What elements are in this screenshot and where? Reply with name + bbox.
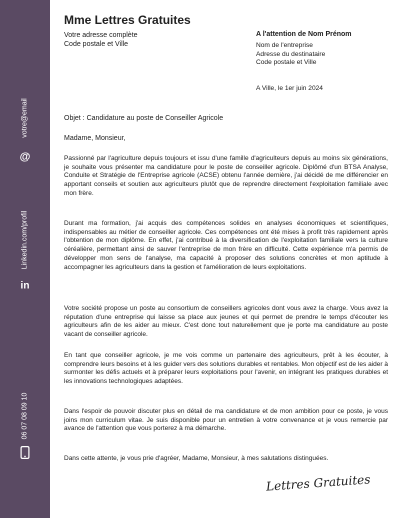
letter-date: A Ville, le 1er juin 2024	[256, 85, 323, 92]
paragraph-3: Votre société propose un poste au consortium de conseillers agricoles dont vous avez la charge. Vous avez la réputation d'une entreprise qui laisse sa place aux jeunes et qui permet de prendre le temps d'écouter les agriculteurs afin de les aider au mieux. C'est donc tout naturellement que je porte ma candidature au poste vacant de conseiller agricole.	[64, 305, 388, 339]
sidebar-email: votre@email	[21, 98, 29, 138]
recipient-company: Nom de l'entreprise	[256, 42, 313, 49]
paragraph-6: Dans cette attente, je vous prie d'agréer, Madame, Monsieur, à mes salutations distinguées.	[64, 455, 329, 462]
paragraph-5: Dans l'espoir de pouvoir discuter plus en détail de ma candidature et de mon ambition pour ce poste, je vous joins mon curriculum vitae. Je suis disponible pour un entretien à votre convenance et je vous remercie par avance de l'attention que vous porterez à ma démarche.	[64, 408, 388, 433]
recipient-address: Adresse du destinataire	[256, 50, 326, 58]
sidebar-linkedin: Linkedin.com/profil	[21, 210, 29, 270]
sender-block	[64, 13, 191, 49]
paragraph-4: En tant que conseiller agricole, je me vois comme un partenaire des agriculteurs, prêt à les écouter, à comprendre leurs besoins et à les guider vers des solutions durables et rentables. Mon objectif est de les aider à surmonter les défis actuels et à préparer leurs exploitations pour l'avenir, en intégrant les pratiques durables et les innovations technologiques adaptées.	[64, 352, 388, 386]
paragraph-2: Durant ma formation, j'ai acquis des compétences solides en analyses économiques et scientifiques, indispensables au métier de conseiller agricole. Ces compétences ont été mises à profit très rapidement après l'obtention de mon diplôme. En effet, j'ai contribué à la diversification de l'exploitation familiale vers la culture céréalière, permettant ainsi de sauver l'entreprise de mon frère en difficulté. Cette expérience m'a permis de développer mon sens de l'analyse, ma capacité à proposer des solutions concrètes et mon aptitude à accompagner les agriculteurs dans la gestion et l'amélioration de leurs exploitations.	[64, 220, 388, 271]
paragraph-1: Passionné par l'agriculture depuis toujours et issu d'une famille d'agriculteurs depuis au moins six générations, je souhaite vous présenter ma candidature pour le poste de conseiller agricole. Diplômé d'un BTSA Analyse, Conduite et Stratégie de l'Entreprise agricole (ACSE) obtenu l'année dernière, j'ai décidé de me différencier en apportant conseils et soutien aux agriculteurs plutôt que de reprendre directement l'exploitation familiale avec mon frère.	[64, 155, 388, 197]
sender-name: Mme Lettres Gratuites	[64, 13, 191, 27]
sidebar-phone: 06 07 08 09 10	[21, 392, 29, 440]
letter-greeting: Madame, Monsieur,	[64, 135, 126, 142]
sender-city: Code postale et Ville	[64, 41, 129, 48]
at-icon: @	[19, 151, 31, 163]
signature: Lettres Gratuites	[265, 472, 371, 494]
letter-object: Objet : Candidature au poste de Conseiller Agricole	[64, 115, 224, 122]
linkedin-icon: in	[20, 280, 30, 292]
sender-address: Votre adresse complète	[64, 32, 138, 39]
recipient-attention: A l'attention de Nom Prénom	[256, 31, 352, 38]
sidebar	[0, 0, 50, 518]
phone-icon	[21, 446, 30, 464]
recipient-city: Code postale et Ville	[256, 59, 317, 67]
recipient-block	[256, 31, 352, 68]
